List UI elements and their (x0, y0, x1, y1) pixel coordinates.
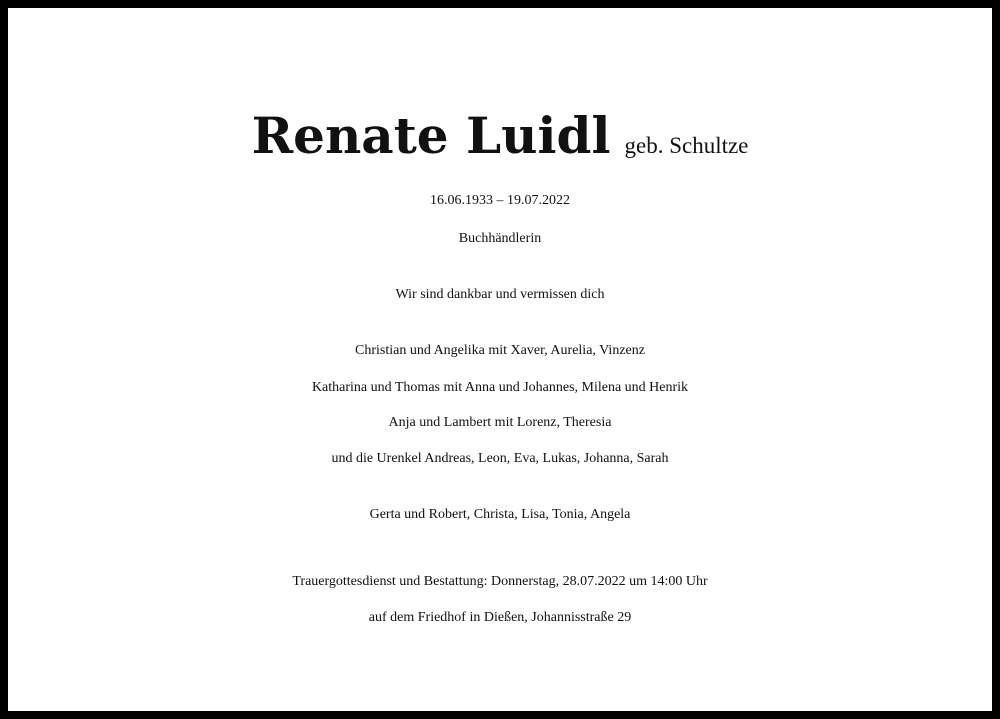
profession: Buchhändlerin (458, 231, 542, 246)
service-location: auf dem Friedhof in Dießen, Johannisstraße 29 (368, 610, 632, 625)
family-line: Christian und Angelika mit Xaver, Aurelia, Vinzenz (355, 343, 645, 358)
tribute-text: Wir sind dankbar und vermissen dich (395, 287, 605, 302)
family-line: und die Urenkel Andreas, Leon, Eva, Lukas, Johanna, Sarah (331, 451, 669, 466)
relatives-line: Gerta und Robert, Christa, Lisa, Tonia, Angela (369, 507, 631, 522)
deceased-name: Renate Luidl (251, 106, 611, 165)
life-dates: 16.06.1933 – 19.07.2022 (430, 193, 570, 208)
maiden-name: geb. Schultze (624, 133, 749, 158)
name-heading (8, 106, 992, 165)
family-line: Katharina und Thomas mit Anna und Johannes, Milena und Henrik (311, 380, 689, 395)
service-line: Trauergottesdienst und Bestattung: Donnerstag, 28.07.2022 um 14:00 Uhr (292, 574, 708, 589)
family-line: Anja und Lambert mit Lorenz, Theresia (388, 415, 612, 430)
